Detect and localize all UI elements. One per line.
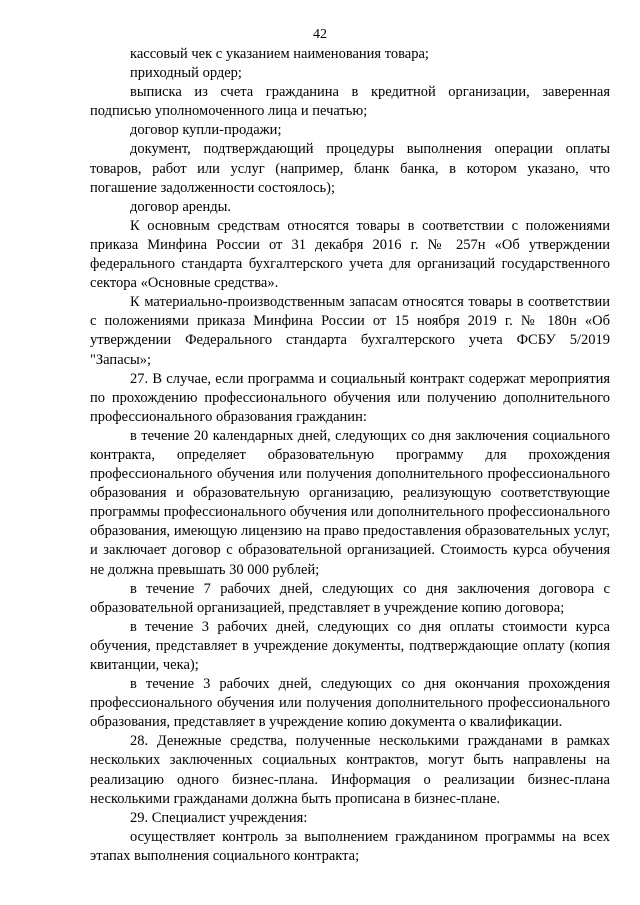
paragraph-control: осуществляет контроль за выполнением гражданином программы на всех этапах выполнения социального контракта; <box>90 828 610 864</box>
paragraph-fixed-assets: К основным средствам относятся товары в соответствии с положениями приказа Минфина России от 31 декабря 2016 г. № 257н «Об утверждении федерального стандарта бухгалтерского учета для организаций государственного сектора «Основные средства». <box>90 217 610 292</box>
paragraph-7-days: в течение 7 рабочих дней, следующих со дня заключения договора с образовательной организацией, представляет в учреждение копию договора; <box>90 580 610 616</box>
page-number: 42 <box>313 27 327 42</box>
paragraph-clause-28: 28. Денежные средства, полученные несколькими гражданами в рамках нескольких заключенных социальных контрактов, могут быть направлены на реализацию одного бизнес-плана. Информация о реализации бизнес-плана несколькими гражданами должна быть прописана в бизнес-плане. <box>90 733 610 807</box>
paragraph-sale-contract: договор купли-продажи; <box>130 122 282 139</box>
paragraph-receipt: кассовый чек с указанием наименования товара; <box>130 46 429 62</box>
paragraph-inventories: К материально-производственным запасам относятся товары в соответствии с положениями приказа Минфина России от 15 ноября 2019 г. № 180н «Об утверждении Федерального стандарта бухгалтерского учета ФСБУ 5/2019 "Запасы»; <box>90 294 610 368</box>
paragraph-20-days: в течение 20 календарных дней, следующих со дня заключения социального контракта, определяет образовательную программу для прохождения профессионального обучения или получения дополнительного профессионального образования и образовательную организацию, реализующую соответствующие программы профессионального обучения или дополнительного профессионального образования, имеющую лицензию на право предоставления образовательных услуг, и заключает договор с образовательной организацией. Стоимость курса обучения не должна превышать 30 000 рублей; <box>90 427 610 578</box>
paragraph-bank-statement: выписка из счета гражданина в кредитной организации, заверенная подписью уполномоченного лица и печатью; <box>90 84 610 120</box>
paragraph-3-days-payment: в течение 3 рабочих дней, следующих со дня оплаты стоимости курса обучения, представляет в учреждение документы, подтверждающие оплату (копия квитанции, чека); <box>90 618 610 673</box>
document-body <box>90 45 610 866</box>
paragraph-clause-27: 27. В случае, если программа и социальный контракт содержат мероприятия по прохождению профессионального обучения или получению дополнительного профессионального образования гражданин: <box>90 370 610 425</box>
paragraph-3-days-completion: в течение 3 рабочих дней, следующих со дня окончания прохождения профессионального обучения или получения дополнительного профессионального образования, представляет в учреждение копию документа о квалификации. <box>90 676 610 731</box>
paragraph-payment-document: документ, подтверждающий процедуры выполнения операции оплаты товаров, работ или услуг (например, бланк банка, в котором указано, что погашение задолженности состоялось); <box>90 141 610 196</box>
paragraph-clause-29: 29. Специалист учреждения: <box>130 809 308 826</box>
paragraph-lease-contract: договор аренды. <box>130 198 231 215</box>
paragraph-credit-order: приходный ордер; <box>130 65 242 82</box>
